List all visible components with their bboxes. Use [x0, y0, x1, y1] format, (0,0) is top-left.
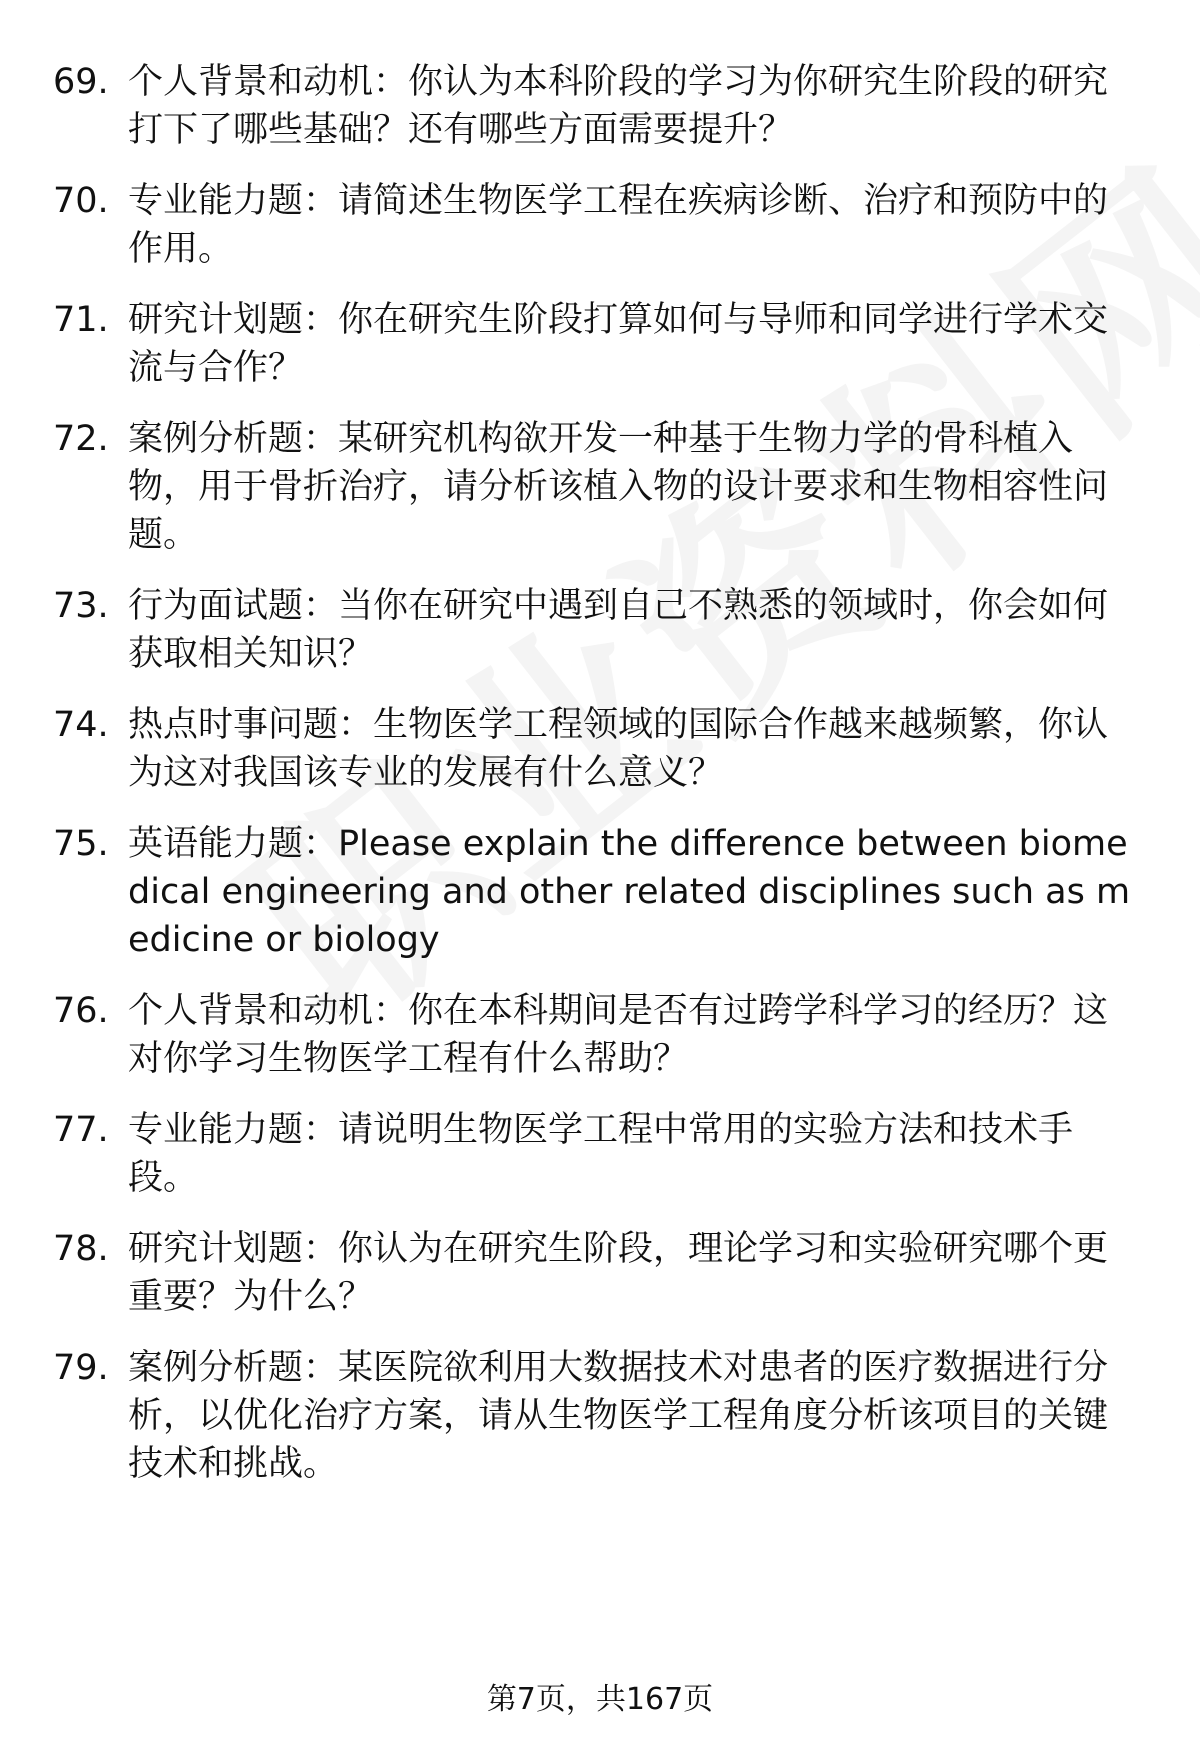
- question-number: 69.: [53, 62, 109, 102]
- question-number: 73.: [53, 586, 109, 626]
- question-type: 专业能力题：: [128, 181, 339, 221]
- question-item: [0, 987, 1200, 1083]
- question-number: 71.: [53, 300, 109, 340]
- question-item: [0, 58, 1200, 154]
- question-item: [0, 820, 1200, 964]
- question-body: [128, 987, 1140, 1083]
- question-type: 研究计划题：: [128, 1229, 339, 1269]
- question-number: 74.: [53, 705, 109, 745]
- question-text: 你在研究生阶段打算如何与导师和同学进行学术交流与合作？: [128, 300, 1109, 388]
- question-number: 78.: [53, 1229, 109, 1269]
- question-body: [128, 58, 1140, 154]
- question-item: [0, 701, 1200, 797]
- question-number: 70.: [53, 181, 109, 221]
- question-text: 某医院欲利用大数据技术对患者的医疗数据进行分析，以优化治疗方案，请从生物医学工程角度分析该项目的关键技术和挑战。: [128, 1348, 1109, 1484]
- question-body: [128, 415, 1140, 559]
- question-body: [128, 1106, 1140, 1202]
- question-item: [0, 177, 1200, 273]
- question-number: 75.: [53, 824, 109, 864]
- question-type: 专业能力题：: [128, 1110, 339, 1150]
- question-text: 你认为本科阶段的学习为你研究生阶段的研究打下了哪些基础？还有哪些方面需要提升？: [128, 62, 1109, 150]
- question-body: [128, 1225, 1140, 1321]
- question-type: 行为面试题：: [128, 586, 339, 626]
- question-text: 请说明生物医学工程中常用的实验方法和技术手段。: [128, 1110, 1074, 1198]
- question-body: [128, 177, 1140, 273]
- question-item: [0, 1344, 1200, 1488]
- question-text: 生物医学工程领域的国际合作越来越频繁，你认为这对我国该专业的发展有什么意义？: [128, 705, 1109, 793]
- question-item: [0, 415, 1200, 559]
- question-type: 个人背景和动机：: [128, 62, 409, 102]
- question-item: [0, 296, 1200, 392]
- question-body: [128, 820, 1140, 964]
- question-body: [128, 1344, 1140, 1488]
- question-item: [0, 1106, 1200, 1202]
- question-text: 请简述生物医学工程在疾病诊断、治疗和预防中的作用。: [128, 181, 1109, 269]
- question-text: 你认为在研究生阶段，理论学习和实验研究哪个更重要？为什么？: [128, 1229, 1109, 1317]
- question-body: [128, 582, 1140, 678]
- question-type: 研究计划题：: [128, 300, 339, 340]
- question-text: Please explain the difference between biomedical engineering and other related disciplines such as medicine or biology: [128, 824, 1131, 960]
- question-type: 案例分析题：: [128, 1348, 339, 1388]
- question-type: 英语能力题：: [128, 824, 339, 864]
- question-body: [128, 296, 1140, 392]
- question-body: [128, 701, 1140, 797]
- question-type: 个人背景和动机：: [128, 991, 409, 1031]
- question-text: 某研究机构欲开发一种基于生物力学的骨科植入物，用于骨折治疗，请分析该植入物的设计要求和生物相容性问题。: [128, 419, 1109, 555]
- question-item: [0, 1225, 1200, 1321]
- question-text: 当你在研究中遇到自己不熟悉的领域时，你会如何获取相关知识？: [128, 586, 1109, 674]
- question-text: 你在本科期间是否有过跨学科学习的经历？这对你学习生物医学工程有什么帮助？: [128, 991, 1109, 1079]
- question-number: 76.: [53, 991, 109, 1031]
- question-type: 案例分析题：: [128, 419, 339, 459]
- question-type: 热点时事问题：: [128, 705, 374, 745]
- question-number: 79.: [53, 1348, 109, 1388]
- question-list: [0, 58, 1200, 1488]
- question-number: 72.: [53, 419, 109, 459]
- page-number-footer: 第7页，共167页: [486, 1682, 714, 1717]
- question-number: 77.: [53, 1110, 109, 1150]
- question-item: [0, 582, 1200, 678]
